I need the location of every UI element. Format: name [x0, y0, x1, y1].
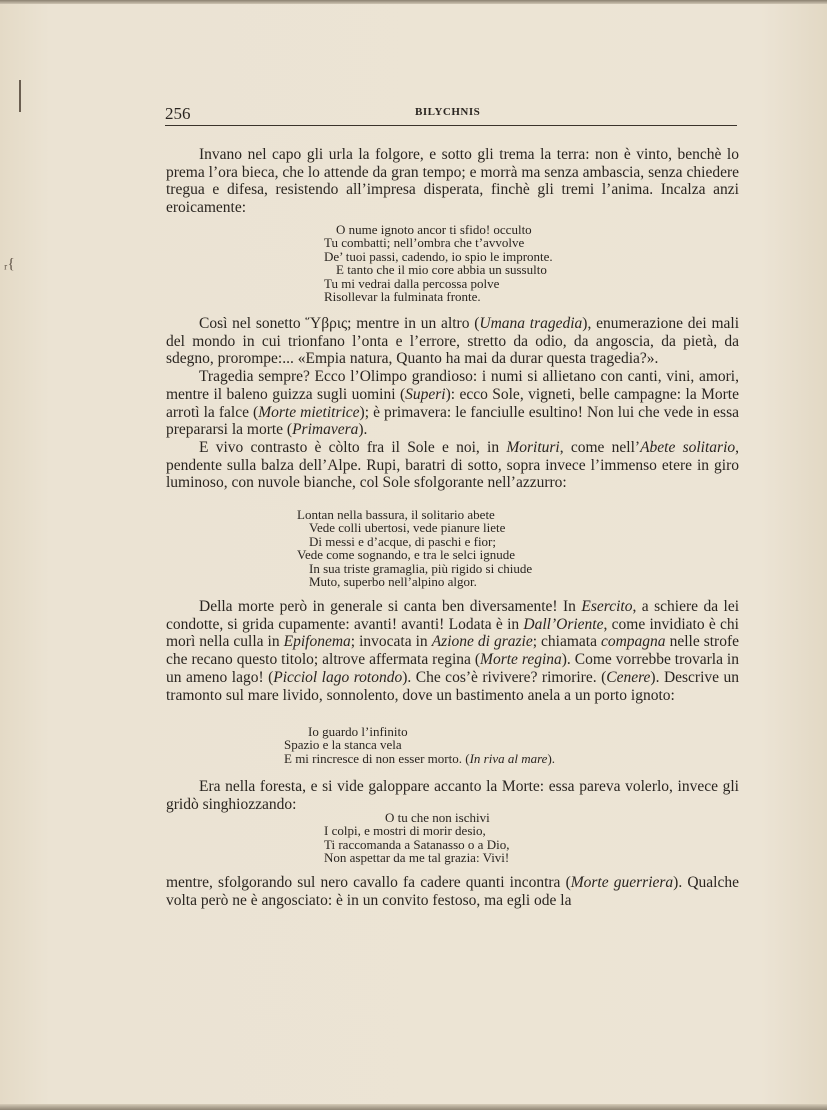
verse-line: Muto, superbo nell’alpino algor. [309, 574, 477, 590]
verse-block-1 [324, 223, 553, 303]
margin-pencil-mark [19, 80, 21, 112]
paragraph: mentre, sfolgorando sul nero cavallo fa cadere quanti incontra (Morte guerriera). Qualche volta però ne è angosciato: è in un convito festoso, ma egli ode la [166, 874, 739, 909]
paragraph: Era nella foresta, e si vide galoppare accanto la Morte: essa pareva volerlo, invece gli gridò singhiozzando: [166, 778, 739, 813]
paragraph-block-2 [166, 315, 739, 492]
verse-line: Vede come sognando, e tra le selci ignude [297, 547, 516, 563]
work-title: Abete solitario [640, 438, 736, 456]
header-rule [165, 125, 737, 126]
work-title: Morte mietitrice [258, 403, 360, 421]
verse-line: I colpi, e mostri di morir desio, [324, 823, 486, 839]
page-top-edge [0, 0, 827, 4]
verse-line: Lontan nella bassura, il solitario abete [297, 507, 495, 522]
work-title: In riva al mare [469, 750, 548, 766]
verse-line: O nume ignoto ancor ti sfido! occulto [336, 222, 532, 237]
work-title: Dall’Oriente [523, 615, 604, 633]
paragraph: Invano nel capo gli urla la folgore, e sotto gli trema la terra: non è vinto, benchè lo prema l’ora bieca, che lo attende da gran tempo; e morrà ma senza ambascia, senza chiedere tregua e difesa, resistendo all’impresa disperata, finchè gli tremi l’anima. Incalza anzi eroicamente: [166, 146, 739, 217]
paragraph: E vivo contrasto è còlto fra il Sole e noi, in Morituri, come nell’Abete solitario, pendente sulla balza dell’Alpe. Rupi, baratri di sotto, sopra invece l’immenso etere in giro luminoso, con nuvole bianche, col Sole sfolgorante nell’azzurro: [166, 438, 739, 492]
work-title: Picciol lago rotondo [273, 668, 403, 686]
verse-line: Ti raccomanda a Satanasso o a Dio, [324, 836, 510, 852]
page-bottom-edge [0, 1104, 827, 1110]
page-header [165, 102, 737, 126]
work-title: Morituri [506, 438, 560, 456]
page-number: 256 [165, 104, 191, 123]
verse-line: Vede colli ubertosi, vede pianure liete [309, 520, 506, 536]
verse-line: Tu combatti; nell’ombra che t’avvolve [324, 235, 525, 251]
paragraph-block-4 [166, 778, 739, 813]
verse-line: O tu che non ischivi [385, 810, 490, 825]
verse-line: Non aspettar da me tal grazia: Vivi! [324, 850, 510, 866]
work-title: Morte regina [480, 651, 562, 669]
paragraph-block-5 [166, 874, 739, 909]
paragraph: Tragedia sempre? Ecco l’Olimpo grandioso: i numi si allietano con canti, vini, amori, mentre il baleno guizza sugli uomini (Superi): ecco Sole, vigneti, belle campagne: la Morte arrotì la falce (Morte mietitrice); è primavera: le fanciulle esultino! Non lui che vede in essa prepararsi la morte (Primavera). [166, 368, 739, 439]
verse-block-2 [297, 508, 532, 588]
greek-title: Ὕβρις [305, 315, 348, 332]
running-title: BILYCHNIS [415, 106, 481, 118]
verse-line: De’ tuoi passi, cadendo, io spio le impronte. [324, 248, 553, 264]
work-title: Esercito [581, 598, 633, 615]
paragraph-block-1 [166, 146, 739, 217]
verse-block-3 [284, 725, 555, 765]
work-title: Primavera [292, 421, 359, 439]
work-title: compagna [600, 633, 666, 651]
verse-line: Io guardo l’infinito [308, 724, 408, 739]
paragraph-block-3 [166, 598, 739, 704]
verse-line: Risollevar la fulminata fronte. [324, 289, 481, 305]
paragraph: Così nel sonetto Ὕβρις; mentre in un altro (Umana tragedia), enumerazione dei mali del mondo in cui trionfano l’onta e l’errore, stretto da odio, da angoscia, da pietà, da sdegno, prorompe:... «Empia natura, Quanto ha mai da durar questa tragedia?». [166, 315, 739, 368]
work-title: Morte guerriera [570, 874, 674, 891]
verse-line: In sua triste gramaglia, più rigido si chiude [309, 560, 533, 576]
verse-line: E tanto che il mio core abbia un sussulto [336, 262, 547, 278]
verse-block-4 [324, 811, 509, 865]
margin-annotation: ᵣ{ [4, 256, 15, 272]
work-title: Umana tragedia [479, 315, 583, 332]
paragraph: Della morte però in generale si canta ben diversamente! In Esercito, a schiere da lei condotte, si grida cupamente: avanti! avanti! Lodata è in Dall’Oriente, come invidiato è chi morì nella culla in Epifonema; invocata in Azione di grazie; chiamata compagna nelle strofe che recano questo titolo; altrove affermata regina (Morte regina). Come vorrebbe trovarla in un ameno lago! (Picciol lago rotondo). Che cos’è rivivere? rimorire. (Cenere). Descrive un tramonto sul mare livido, sonnolento, dove un bastimento anela a un porto ignoto: [166, 598, 740, 704]
work-title: Epifonema [283, 633, 351, 651]
verse-line: Tu mi vedrai dalla percossa polve [324, 275, 500, 291]
verse-line: E mi rincresce di non esser morto. (In riva al mare). [284, 750, 556, 766]
verse-line: Spazio e la stanca vela [284, 737, 402, 753]
work-title: Superi [405, 385, 446, 403]
work-title: Cenere [606, 668, 651, 686]
work-title: Azione di grazie [431, 633, 533, 651]
verse-line: Di messi e d’acque, di paschi e fior; [309, 533, 496, 549]
